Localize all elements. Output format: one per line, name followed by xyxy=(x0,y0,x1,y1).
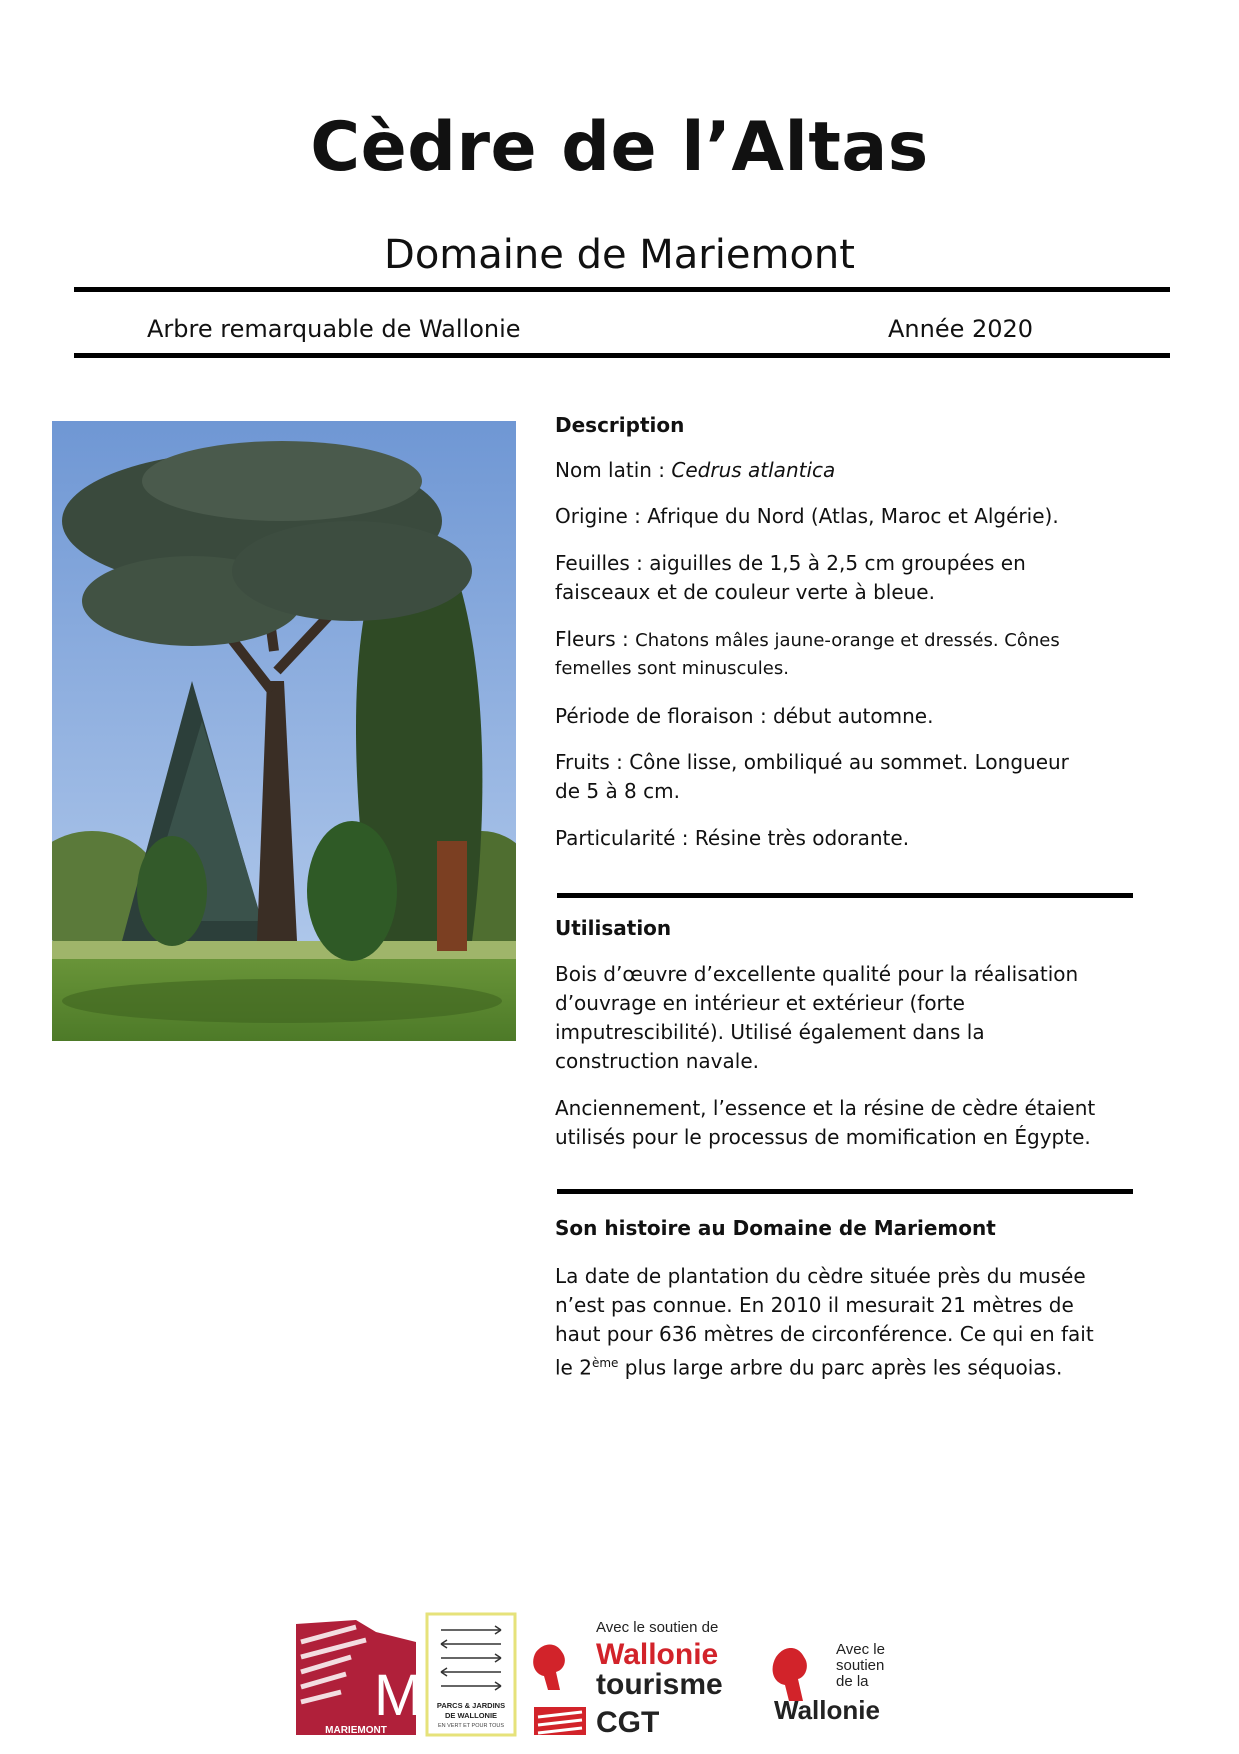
mariemont-logo-name: MARIEMONT xyxy=(325,1725,387,1736)
particularity-line: Particularité : Résine très odorante. xyxy=(555,826,910,850)
utilisation-p1-line-3: imputrescibilité). Utilisé également dans la xyxy=(555,1020,985,1044)
flowers-text: Chatons mâles jaune-orange et dressés. Cônes xyxy=(635,630,1060,651)
mariemont-logo xyxy=(296,1620,422,1736)
rooster-icon xyxy=(773,1648,807,1701)
parcs-logo-line-3: EN VERT ET POUR TOUS xyxy=(437,1723,505,1729)
history-line-1: La date de plantation du cèdre située près du musée xyxy=(555,1264,1086,1288)
utilisation-heading: Utilisation xyxy=(555,916,672,940)
tourisme-logo-line-2: Wallonie xyxy=(596,1638,719,1671)
mariemont-logo-letter: M xyxy=(374,1663,423,1728)
utilisation-p1-line-4: construction navale. xyxy=(555,1049,759,1073)
flowers-label: Fleurs : xyxy=(555,627,636,651)
rooster-icon xyxy=(533,1645,565,1691)
leaves-line-2: faisceaux et de couleur verte à bleue. xyxy=(555,580,935,604)
utilisation-p2-line-2: utilisés pour le processus de momification en Égypte. xyxy=(555,1125,1091,1149)
origin-line: Origine : Afrique du Nord (Atlas, Maroc et Algérie). xyxy=(555,504,1059,528)
utilisation-p2-line-1: Anciennement, l’essence et la résine de cèdre étaient xyxy=(555,1096,1096,1120)
cedar-tree-photo xyxy=(52,421,516,1041)
utilisation-p1-line-2: d’ouvrage en intérieur et extérieur (forte xyxy=(555,991,965,1015)
description-separator xyxy=(557,893,1133,898)
parcs-jardins-logo xyxy=(427,1614,515,1735)
history-line-2: n’est pas connue. En 2010 il mesurait 21 mètres de xyxy=(555,1293,1074,1317)
header-bottom-rule xyxy=(74,353,1170,358)
wallonie-support-logo xyxy=(773,1641,885,1725)
page-subtitle: Domaine de Mariemont xyxy=(384,232,855,278)
leaves-line-1: Feuilles : aiguilles de 1,5 à 2,5 cm groupées en xyxy=(555,551,1026,575)
latin-name-value: Cedrus atlantica xyxy=(671,458,836,482)
year-label: Année 2020 xyxy=(888,315,1034,343)
history-heading: Son histoire au Domaine de Mariemont xyxy=(555,1216,996,1240)
wallonie-logo-line-2: soutien xyxy=(836,1657,885,1674)
latin-name-label: Nom latin : xyxy=(555,458,672,482)
tourisme-logo-line-3: tourisme xyxy=(596,1668,723,1701)
fruits-line-1: Fruits : Cône lisse, ombiliqué au sommet. Longueur xyxy=(555,750,1069,774)
history-line-4-sup: ème xyxy=(591,1356,619,1370)
flowers-line-2: femelles sont minuscules. xyxy=(555,658,789,679)
fruits-line-2: de 5 à 8 cm. xyxy=(555,779,680,803)
history-line-4 xyxy=(555,1349,1115,1383)
history-line-4-post: plus large arbre du parc après les séquoias. xyxy=(618,1355,1063,1380)
utilisation-separator xyxy=(557,1189,1133,1194)
sponsor-logos xyxy=(296,1612,916,1737)
history-line-4-pre: le 2 xyxy=(555,1355,592,1380)
wallonie-tourisme-logo xyxy=(533,1619,723,1737)
utilisation-p1-line-1: Bois d’œuvre d’excellente qualité pour la réalisation xyxy=(555,962,1079,986)
header-top-rule xyxy=(74,287,1170,292)
tourisme-logo-line-4: CGT xyxy=(596,1706,660,1737)
latin-name-line xyxy=(555,456,1115,485)
wallonie-logo-line-3: de la xyxy=(836,1673,869,1690)
parcs-logo-line-2: DE WALLONIE xyxy=(444,1711,498,1720)
tourisme-logo-line-1: Avec le soutien de xyxy=(596,1619,719,1636)
description-heading: Description xyxy=(555,413,685,437)
category-label: Arbre remarquable de Wallonie xyxy=(147,315,521,343)
flowers-line-1 xyxy=(555,625,1115,655)
flowering-line: Période de floraison : début automne. xyxy=(555,704,934,728)
wallonie-logo-line-1: Avec le xyxy=(836,1641,885,1658)
history-line-3: haut pour 636 mètres de circonférence. Ce qui en fait xyxy=(555,1322,1094,1346)
page-title: Cèdre de l’Altas xyxy=(310,108,929,187)
parcs-logo-line-1: PARCS & JARDINS xyxy=(436,1701,506,1710)
wallonie-logo-line-4: Wallonie xyxy=(774,1695,880,1725)
